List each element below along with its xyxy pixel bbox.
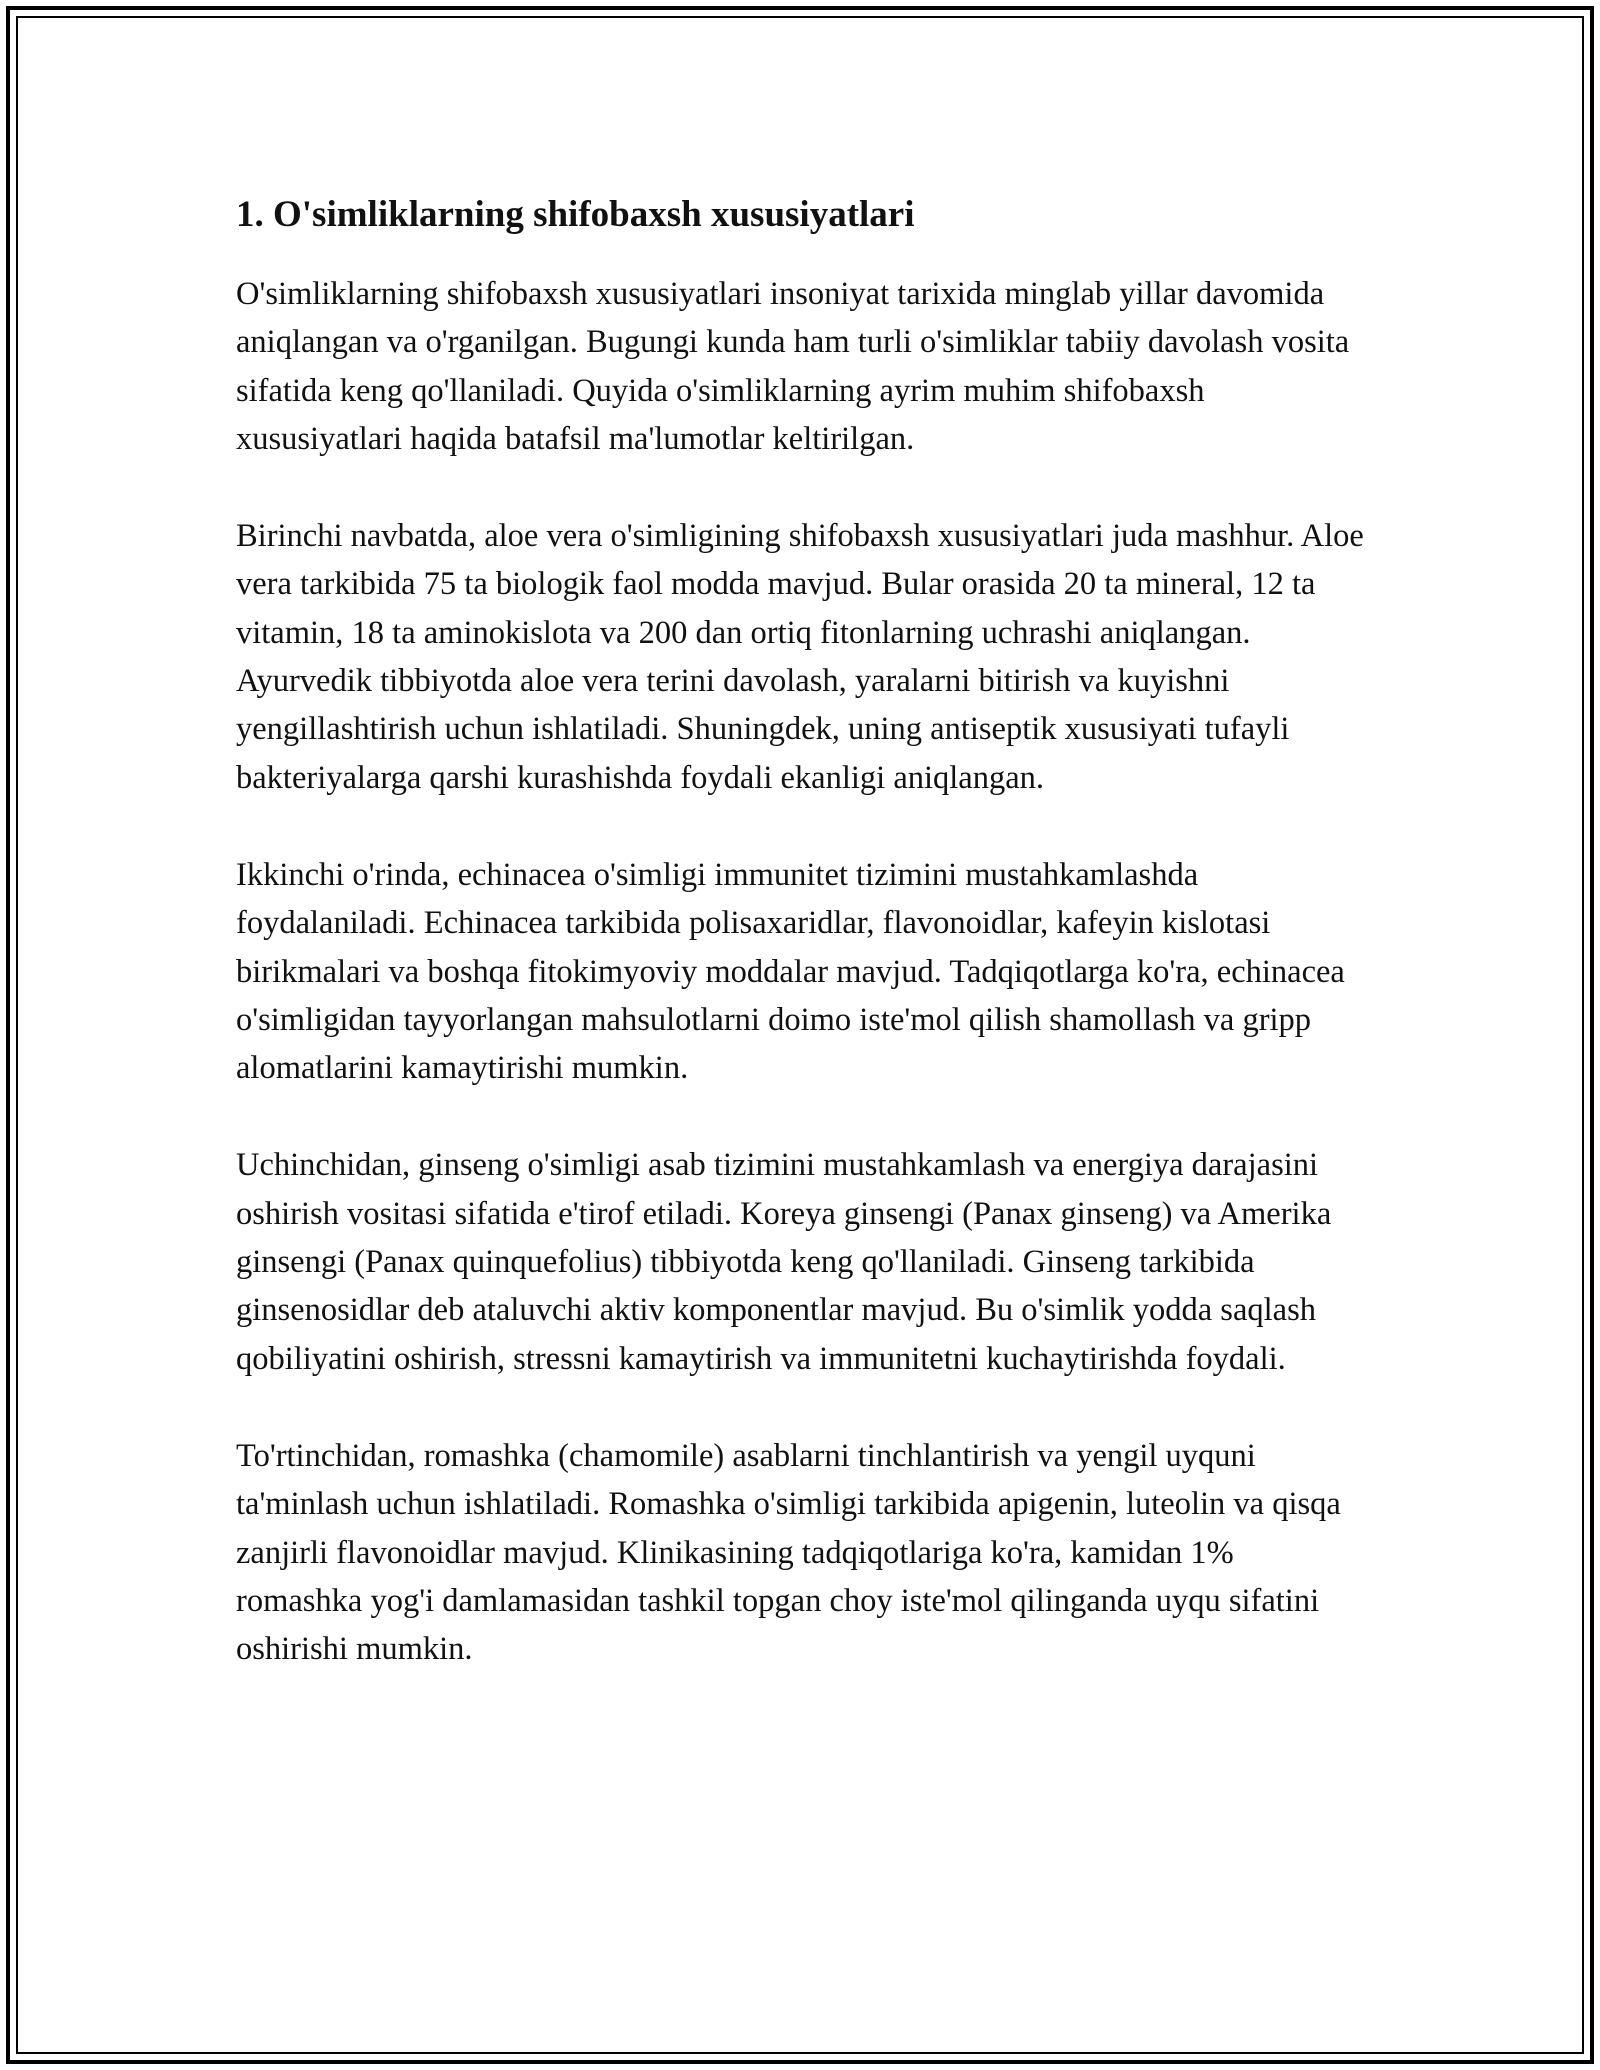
paragraph-chamomile: To'rtinchidan, romashka (chamomile) asablarni tinchlantirish va yengil uyquni ta'minlash uchun ishlatiladi. Romashka o'simligi tarkibida apigenin, luteolin va qisqa zanjirli flavonoidlar mavjud. Klinikasining tadqiqotlariga ko'ra, kamidan 1% romashka yog'i damlamasidan tashkil topgan choy iste'mol qilinganda uyqu sifatini oshirishi mumkin. — [236, 1437, 1341, 1668]
paragraph-ginseng: Uchinchidan, ginseng o'simligi asab tizimini mustahkamlash va energiya darajasini oshirish vositasi sifatida e'tirof etiladi. Koreya ginsengi (Panax ginseng) va Amerika ginsengi (Panax quinquefolius) tibbiyotda keng qo'llaniladi. Ginseng tarkibida ginsenosidlar deb ataluvchi aktiv komponentlar mavjud. Bu o'simlik yodda saqlash qobiliyatini oshirish, stressni kamaytirish va immunitetni kuchaytirishda foydali. — [236, 1147, 1332, 1377]
document-body — [236, 186, 1366, 1722]
paragraph-echinacea: Ikkinchi o'rinda, echinacea o'simligi immunitet tizimini mustahkamlashda foydalaniladi. Echinacea tarkibida polisaxaridlar, flavonoidlar, kafeyin kislotasi birikmalari va boshqa fitokimyoviy moddalar mavjud. Tadqiqotlarga ko'ra, echinacea o'simligidan tayyorlangan mahsulotlarni doimo iste'mol qilish shamollash va gripp alomatlarini kamaytirishi mumkin. — [236, 856, 1345, 1087]
paragraph-aloe-vera: Birinchi navbatda, aloe vera o'simligining shifobaxsh xususiyatlari juda mashhur. Aloe vera tarkibida 75 ta biologik faol modda mavjud. Bular orasida 20 ta mineral, 12 ta vitamin, 18 ta aminokislota va 200 dan ortiq fitonlarning uchrashi aniqlangan. Ayurvedik tibbiyotda aloe vera terini davolash, yaralarni bitirish va kuyishni yengillashtirish uchun ishlatiladi. Shuningdek, uning antiseptik xususiyati tufayli bakteriyalarga qarshi kurashishda foydali ekanligi aniqlangan. — [236, 518, 1364, 796]
paragraph-intro: O'simliklarning shifobaxsh xususiyatlari insoniyat tarixida minglab yillar davomida aniqlangan va o'rganilgan. Bugungi kunda ham turli o'simliklar tabiiy davolash vosita sifatida keng qo'llaniladi. Quyida o'simliklarning ayrim muhim shifobaxsh xususiyatlari haqida batafsil ma'lumotlar keltirilgan. — [236, 276, 1350, 457]
section-heading: 1. O'simliklarning shifobaxsh xususiyatlari — [236, 194, 915, 235]
